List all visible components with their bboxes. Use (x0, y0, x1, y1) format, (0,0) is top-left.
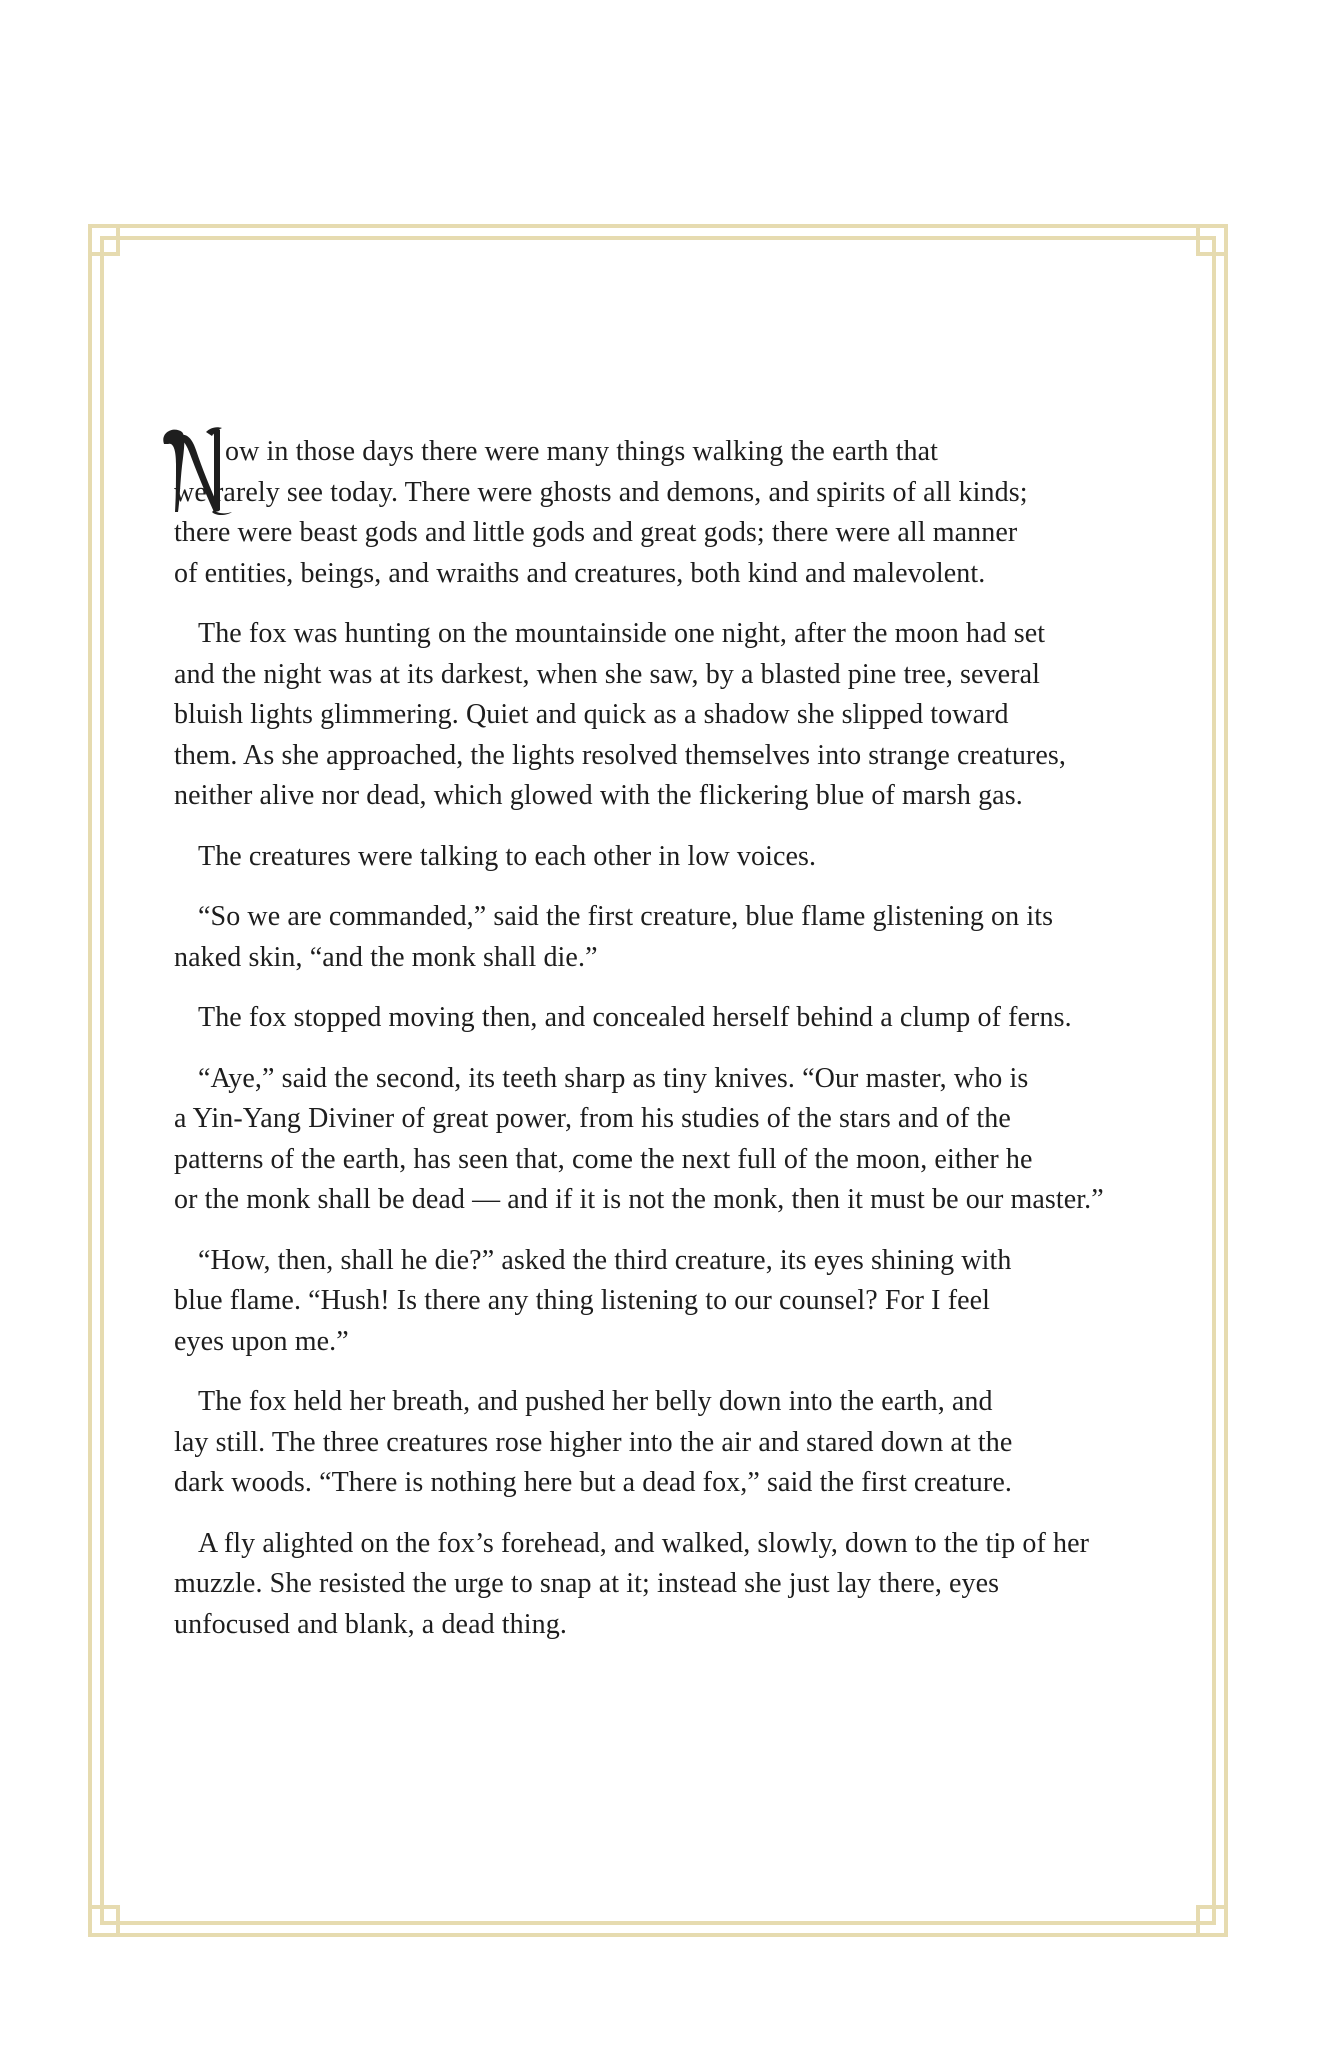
text-line: unfocused and blank, a dead thing. (174, 1608, 567, 1640)
text-line: and the night was at its darkest, when she saw, by a blasted pine tree, several (174, 658, 1041, 690)
text-line: “Aye,” said the second, its teeth sharp as tiny knives. “Our master, who is (198, 1062, 1029, 1094)
story-paragraph (174, 1059, 1174, 1221)
text-line: eyes upon me.” (174, 1325, 349, 1357)
text-line: The fox was hunting on the mountainside one night, after the moon had set (198, 618, 1046, 649)
corner-ornament-bottom-right (1198, 1907, 1226, 1935)
text-line: patterns of the earth, has seen that, come the next full of the moon, either he (174, 1143, 1033, 1175)
text-line: or the monk shall be dead — and if it is not the monk, then it must be our master.” (174, 1184, 1104, 1215)
story-paragraph (174, 897, 1174, 978)
story-paragraph (174, 1382, 1174, 1504)
text-line: muzzle. She resisted the urge to snap at it; instead she just lay there, eyes (174, 1568, 1000, 1599)
text-line: “So we are commanded,” said the first creature, blue flame glistening on its (198, 901, 1054, 932)
opening-paragraph (174, 432, 1174, 594)
story-text (174, 432, 1174, 1665)
text-line: of entities, beings, and wraiths and creatures, both kind and malevolent. (174, 557, 986, 589)
corner-ornament-top-left (90, 226, 118, 254)
text-line: blue flame. “Hush! Is there any thing listening to our counsel? For I feel (174, 1285, 991, 1316)
text-line: ow in those days there were many things walking the earth that (225, 436, 939, 467)
text-line: The fox held her breath, and pushed her belly down into the earth, and (198, 1386, 993, 1417)
story-paragraph (174, 1524, 1174, 1646)
text-line: neither alive nor dead, which glowed with the flickering blue of marsh gas. (174, 780, 1023, 811)
text-line: we rarely see today. There were ghosts and demons, and spirits of all kinds; (174, 476, 1028, 508)
text-line: A fly alighted on the fox’s forehead, and walked, slowly, down to the tip of her (198, 1527, 1090, 1559)
text-line: a Yin-Yang Diviner of great power, from his studies of the stars and of the (174, 1103, 1011, 1134)
story-paragraph (174, 837, 1174, 878)
text-line: The creatures were talking to each other in low voices. (198, 840, 817, 872)
text-line: there were beast gods and little gods and great gods; there were all manner (174, 517, 1018, 548)
story-paragraph (174, 1241, 1174, 1363)
text-line: “How, then, shall he die?” asked the third creature, its eyes shining with (198, 1244, 1012, 1276)
text-line: lay still. The three creatures rose higher into the air and stared down at the (174, 1426, 1013, 1458)
text-line: dark woods. “There is nothing here but a dead fox,” said the first creature. (174, 1467, 1012, 1498)
text-line: them. As she approached, the lights resolved themselves into strange creatures, (174, 739, 1066, 771)
story-paragraph (174, 998, 1174, 1039)
text-line: bluish lights glimmering. Quiet and quick as a shadow she slipped toward (174, 699, 1009, 730)
text-line: The fox stopped moving then, and concealed herself behind a clump of ferns. (198, 1002, 1072, 1033)
text-line: naked skin, “and the monk shall die.” (174, 941, 598, 973)
story-paragraph (174, 614, 1174, 817)
